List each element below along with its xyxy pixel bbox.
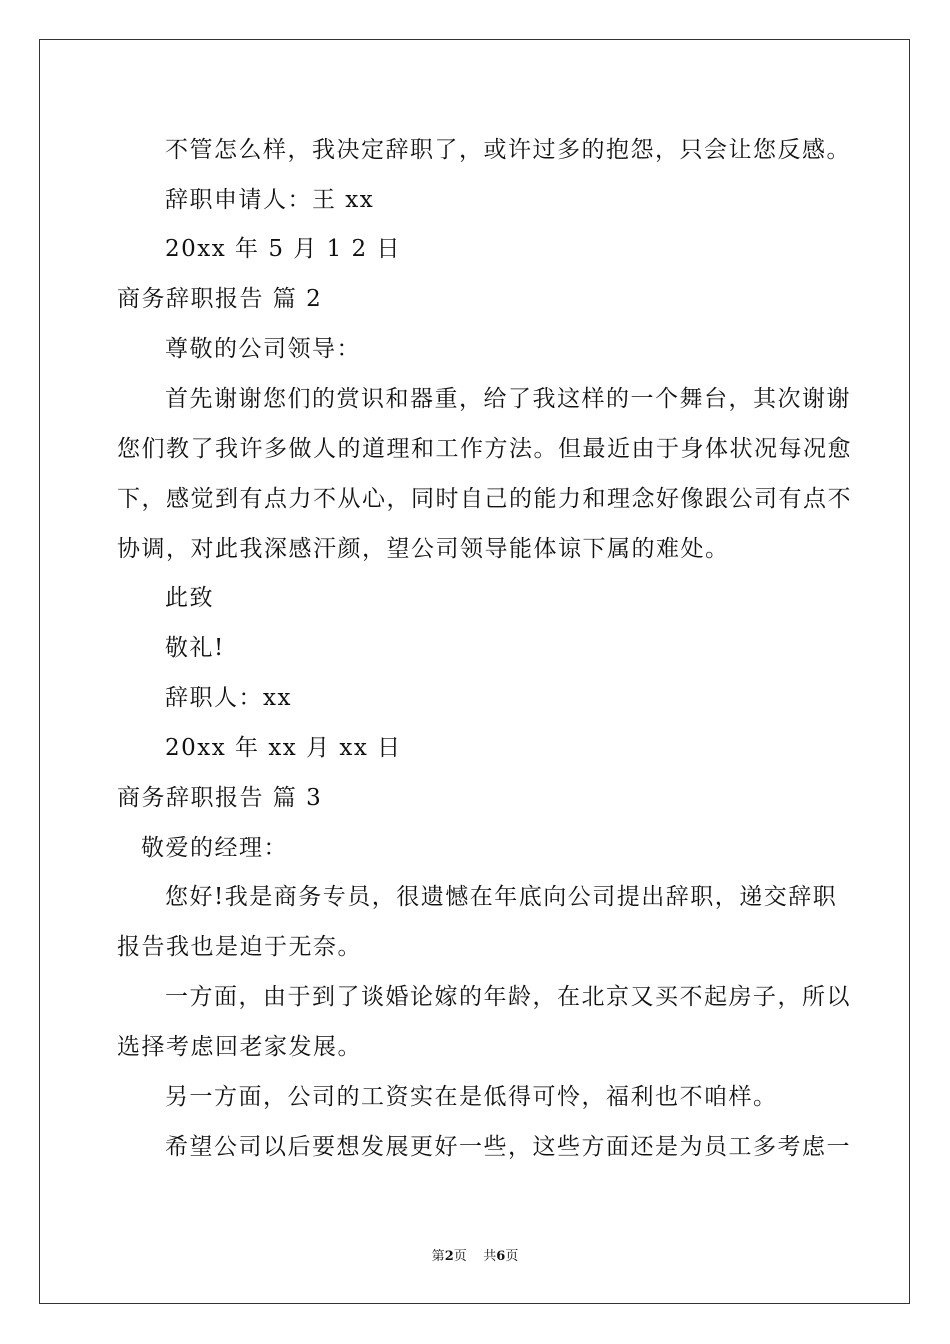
section-heading: 商务辞职报告 篇 2 [117,286,323,312]
page-border [39,39,910,1304]
page-footer [0,1245,950,1264]
paragraph-line: 另一方面，公司的工资实在是低得可怜，福利也不咱样。 [165,1084,778,1110]
section-heading: 商务辞职报告 篇 3 [117,785,323,811]
closing-line: 敬礼! [165,635,225,661]
paragraph-line: 不管怎么样，我决定辞职了，或许过多的抱怨，只会让您反感。 [165,137,851,163]
resigner-signature: 辞职人：xx [165,685,292,711]
paragraph-line: 首先谢谢您们的赏识和器重，给了我这样的一个舞台，其次谢谢 [165,386,851,412]
date-line: 20xx 年 xx 月 xx 日 [165,735,402,761]
paragraph-line: 一方面，由于到了谈婚论嫁的年龄，在北京又买不起房子，所以 [165,984,851,1010]
total-page-number: 6 [496,1249,506,1264]
footer-prefix: 第 [431,1249,445,1264]
closing-line: 此致 [165,585,214,611]
footer-middle: 页 共 [453,1249,497,1264]
paragraph-line: 协调，对此我深感汗颜，望公司领导能体谅下属的难处。 [117,536,730,562]
applicant-signature: 辞职申请人：王 xx [165,187,375,213]
paragraph-line: 您好!我是商务专员，很遗憾在年底向公司提出辞职，递交辞职 [165,884,838,910]
current-page-number: 2 [444,1249,454,1264]
salutation: 尊敬的公司领导： [165,336,361,362]
footer-suffix: 页 [505,1249,519,1264]
paragraph-line: 选择考虑回老家发展。 [117,1034,362,1060]
salutation: 敬爱的经理： [141,835,288,861]
paragraph-line: 下，感觉到有点力不从心，同时自己的能力和理念好像跟公司有点不 [117,486,852,512]
paragraph-line: 报告我也是迫于无奈。 [117,934,362,960]
paragraph-line: 您们教了我许多做人的道理和工作方法。但最近由于身体状况每况愈 [117,436,852,462]
paragraph-line: 希望公司以后要想发展更好一些，这些方面还是为员工多考虑一 [165,1134,851,1160]
date-line: 20xx 年 5 月 1 2 日 [165,236,401,262]
